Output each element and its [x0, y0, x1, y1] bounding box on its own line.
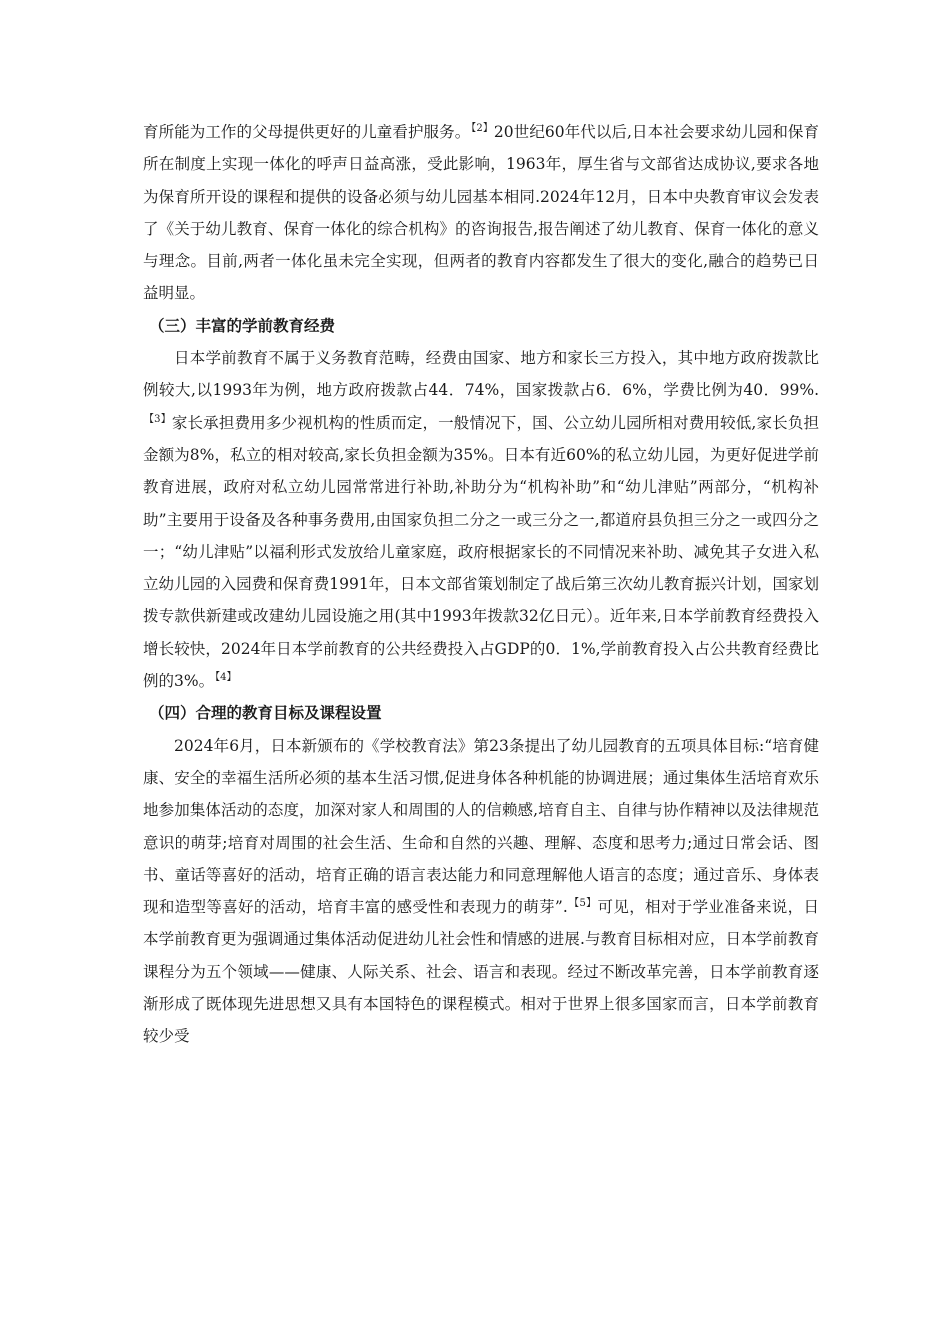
- paragraph-funding: [143, 342, 819, 697]
- paragraph-text: 育所能为工作的父母提供更好的儿童看护服务。: [143, 123, 471, 141]
- paragraph-text: 2024年6月，日本新颁布的《学校教育法》第23条提出了幼儿园教育的五项具体目标:“培育健康、安全的幸福生活所必须的基本生活习惯,促进身体各种机能的协调进展；通过集体生活培育欢乐地参加集体活动的态度，加深对家人和周围的人的信赖感,培育自主、自律与协作精神以及法律规范意识的萌芽;培育对周围的社会生活、生命和自然的兴趣、理解、态度和思考力;通过日常会话、图书、童话等喜好的活动，培育正确的语言表达能力和同意理解他人语言的态度；通过音乐、身体表现和造型等喜好的活动，培育丰富的感受性和表现力的萌芽”.: [143, 736, 819, 917]
- document-page: [143, 116, 819, 1053]
- paragraph-curriculum: [143, 730, 819, 1053]
- paragraph-text: 家长承担费用多少视机构的性质而定，一般情况下，国、公立幼儿园所相对费用较低,家长负担金额为8%，私立的相对较高,家长负担金额为35%。日本有近60%的私立幼儿园，为更好促进学前教育进展，政府对私立幼儿园常常进行补助,补助分为“机构补助”和“幼儿津贴”两部分，“机构补助”主要用于设备及各种事务费用,由国家负担二分之一或三分之一,都道府县负担三分之一或四分之一；“幼儿津贴”以福利形式发放给儿童家庭，政府根据家长的不同情况来补助、减免其子女进入私立幼儿园的入园费和保育费1991年，日本文部省策划制定了战后第三次幼儿教育振兴计划，国家划拨专款供新建或改建幼儿园设施之用(其中1993年拨款32亿日元）。近年来,日本学前教育经费投入增长较快，2024年日本学前教育的公共经费投入占GDP的0．1%,学前教育投入占公共教育经费比例的3%。: [143, 413, 819, 691]
- paragraph-text: 可见，相对于学业准备来说，日本学前教育更为强调通过集体活动促进幼儿社会性和情感的进展.与教育目标相对应，日本学前教育课程分为五个领域——健康、人际关系、社会、语言和表现。经过不断改革完善，日本学前教育逐渐形成了既体现先进思想又具有本国特色的课程模式。相对于世界上很多国家而言，日本学前教育较少受: [143, 898, 819, 1046]
- citation-ref-3: 【3】: [144, 413, 171, 425]
- citation-ref-5: 【5】: [568, 898, 597, 910]
- paragraph-text: 20世纪60年代以后,日本社会要求幼儿园和保育所在制度上实现一体化的呼声日益高涨，受此影响，1963年，厚生省与文部省达成协议,要求各地为保育所开设的课程和提供的设备必须与幼儿园基本相同.2024年12月，日本中央教育审议会发表了《关于幼儿教育、保育一体化的综合机构》的咨询报告,报告阐述了幼儿教育、保育一体化的意义与理念。目前,两者一体化虽未完全实现，但两者的教育内容都发生了很大的变化,融合的趋势已日益明显。: [143, 123, 819, 303]
- paragraph-integration: [143, 116, 819, 310]
- citation-ref-2: 【2】: [471, 123, 493, 134]
- paragraph-text: 日本学前教育不属于义务教育范畴，经费由国家、地方和家长三方投入，其中地方政府拨款比例较大,以1993年为例，地方政府拨款占44．74%，国家拨款占6．6%，学费比例为40．99%.: [143, 349, 819, 400]
- citation-ref-4: 【4】: [215, 672, 237, 684]
- section-heading-curriculum: （四）合理的教育目标及课程设置: [149, 704, 382, 723]
- section-heading-funding: （三）丰富的学前教育经费: [149, 316, 336, 335]
